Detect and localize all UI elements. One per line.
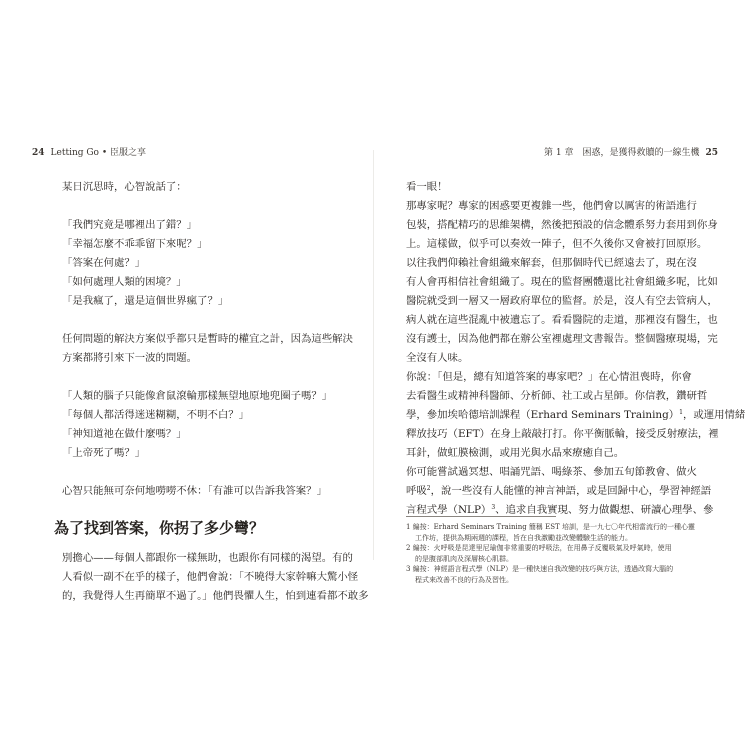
paragraph-line: 去看醫生或精神科醫師、分析師、社工或占星師。你信教，鑽研哲 [406,390,708,402]
text-span: 言程式學（NLP） [406,504,492,516]
paragraph-line: 病人就在這些混亂中被遺忘了。看看醫院的走道，那裡沒有醫生，也 [406,314,718,326]
quote-line: 「答案在何處？」 [62,257,146,269]
footnote-mark: 2 [426,485,431,492]
quote-line: 「如何處理人類的困境？」 [62,276,187,288]
quote-line: 「是我瘋了，還是這個世界瘋了？」 [62,295,229,307]
paragraph-line: 的，我覺得人生再簡單不過了。」他們畏懼人生，怕到連看都不敢多 [62,590,369,602]
quote-line: 「人類的腦子只能像倉鼠滾輪那樣無望地原地兜圈子嗎？」 [62,390,333,402]
quote-line: 「上帝死了嗎？」 [62,447,146,459]
text-span: ，說一些沒有人能懂的神言神語，或是回歸中心，學習神經語 [430,485,712,497]
quote-line: 「我們究竟是哪裡出了錯？」 [62,219,198,231]
paragraph-line: 方案都將引來下一波的問題。 [62,352,198,364]
paragraph-line: 以往我們仰賴社會組織來解套，但那個時代已經遠去了，現在沒 [406,257,697,269]
paragraph-line: 全沒有人味。 [406,352,469,364]
text-span: 、追求自我實現、努力做觀想、研讀心理學、參 [495,504,714,516]
right-chapter-title: 第 1 章 困惑，是獲得救贖的一線生機 [544,148,700,158]
paragraph-line: 釋放技巧（EFT）在身上敲敲打打。你平衡脈輪，接受反射療法，裡 [406,428,719,440]
paragraph-line: 看一眼！ [406,181,448,193]
paragraph-line [406,501,714,520]
left-book-title: Letting Go • 臣服之享 [50,148,147,158]
paragraph-line: 人看似一副不在乎的樣子，他們會說：「不曉得大家幹嘛大驚小怪 [62,571,359,583]
footnote-line: 1 編按：Erhard Seminars Training 簡稱 EST 培訓，是一九七〇年代相當流行的一種心靈 [406,523,695,531]
paragraph-line: 包裝，搭配精巧的思維架構，然後把預設的信念體系努力套用到你身 [406,219,718,231]
footnote-mark: 3 [491,504,496,511]
left-page-number: 24 [32,148,45,158]
text-span: ，或運用情緒 [682,409,746,421]
paragraph-line [406,406,746,425]
footnote-mark: 1 [679,409,683,416]
right-page-body [406,178,746,520]
footnote-rule [406,516,556,517]
quote-line: 「神知道祂在做什麼嗎？」 [62,428,187,440]
quote-line: 「每個人都活得迷迷糊糊，不明不白？」 [62,409,250,421]
paragraph-line: 醫院就受到一層又一層政府單位的監督。於是，沒人有空去管病人， [406,295,718,307]
section-heading: 為了找到答案，你拐了多少彎？ [54,519,265,537]
paragraph-line: 任何問題的解決方案似乎都只是暫時的權宜之計，因為這些解決 [62,333,353,345]
paragraph-line [406,482,712,501]
intro-line: 某日沉思時，心智說話了： [62,181,187,193]
paragraph-line: 那專家呢？專家的困惑要更複雜一些，他們會以厲害的術語進行 [406,200,697,212]
right-running-header [544,147,718,159]
footnote-line: 2 編按：火呼吸是昆達里尼瑜伽非常重要的呼吸法，在用鼻子反覆吸氣及呼氣時，使用 [406,544,672,553]
text-span: 呼吸 [406,485,427,497]
paragraph-line: 沒有護士，因為他們都在辦公室裡處理文書報告。整個醫療現場，完 [406,333,718,345]
footnote-line: 程式來改善不良的行為及習性。 [415,575,513,584]
paragraph-line: 別擔心——每個人都跟你一樣無助，也跟你有同樣的渴望。有的 [62,552,353,564]
paragraph-line: 你可能嘗試過冥想、唱誦咒語、喝綠茶、參加五旬節教會、做火 [406,466,697,478]
page-gutter [373,150,374,560]
left-page-body [54,178,369,606]
left-running-header [32,147,146,159]
right-page-number: 25 [705,148,718,158]
paragraph-line: 耳針，做虹膜檢測，或用光與水晶來療癒自己。 [406,447,625,459]
footnotes [406,522,711,586]
paragraph-line: 上。這樣做，似乎可以奏效一陣子，但不久後你又會被打回原形。 [406,238,708,250]
quote-line: 「幸福怎麼不乖乖留下來呢？」 [62,238,208,250]
paragraph-line: 你說：「但是，總有知道答案的專家吧？」在心情沮喪時，你會 [406,371,692,383]
paragraph-line: 心智只能無可奈何地嘮嘮不休：「有誰可以告訴我答案？」 [62,485,327,497]
footnote-line: 工作坊，提供為期兩週的課程，旨在自我激勵並改變體驗生活的能力。 [415,533,632,542]
paragraph-line: 有人會再相信社會組織了。現在的監督團體還比社會組織多呢，比如 [406,276,718,288]
text-span: 學，參加埃哈德培訓課程（Erhard Seminars Training） [406,409,680,421]
footnote-line: 的是腹部肌肉及深層核心肌群。 [415,554,513,563]
footnote-line: 3 編按：神經語言程式學（NLP）是一種快速自我改變的技巧與方法，透過改寫大腦的 [406,565,674,574]
